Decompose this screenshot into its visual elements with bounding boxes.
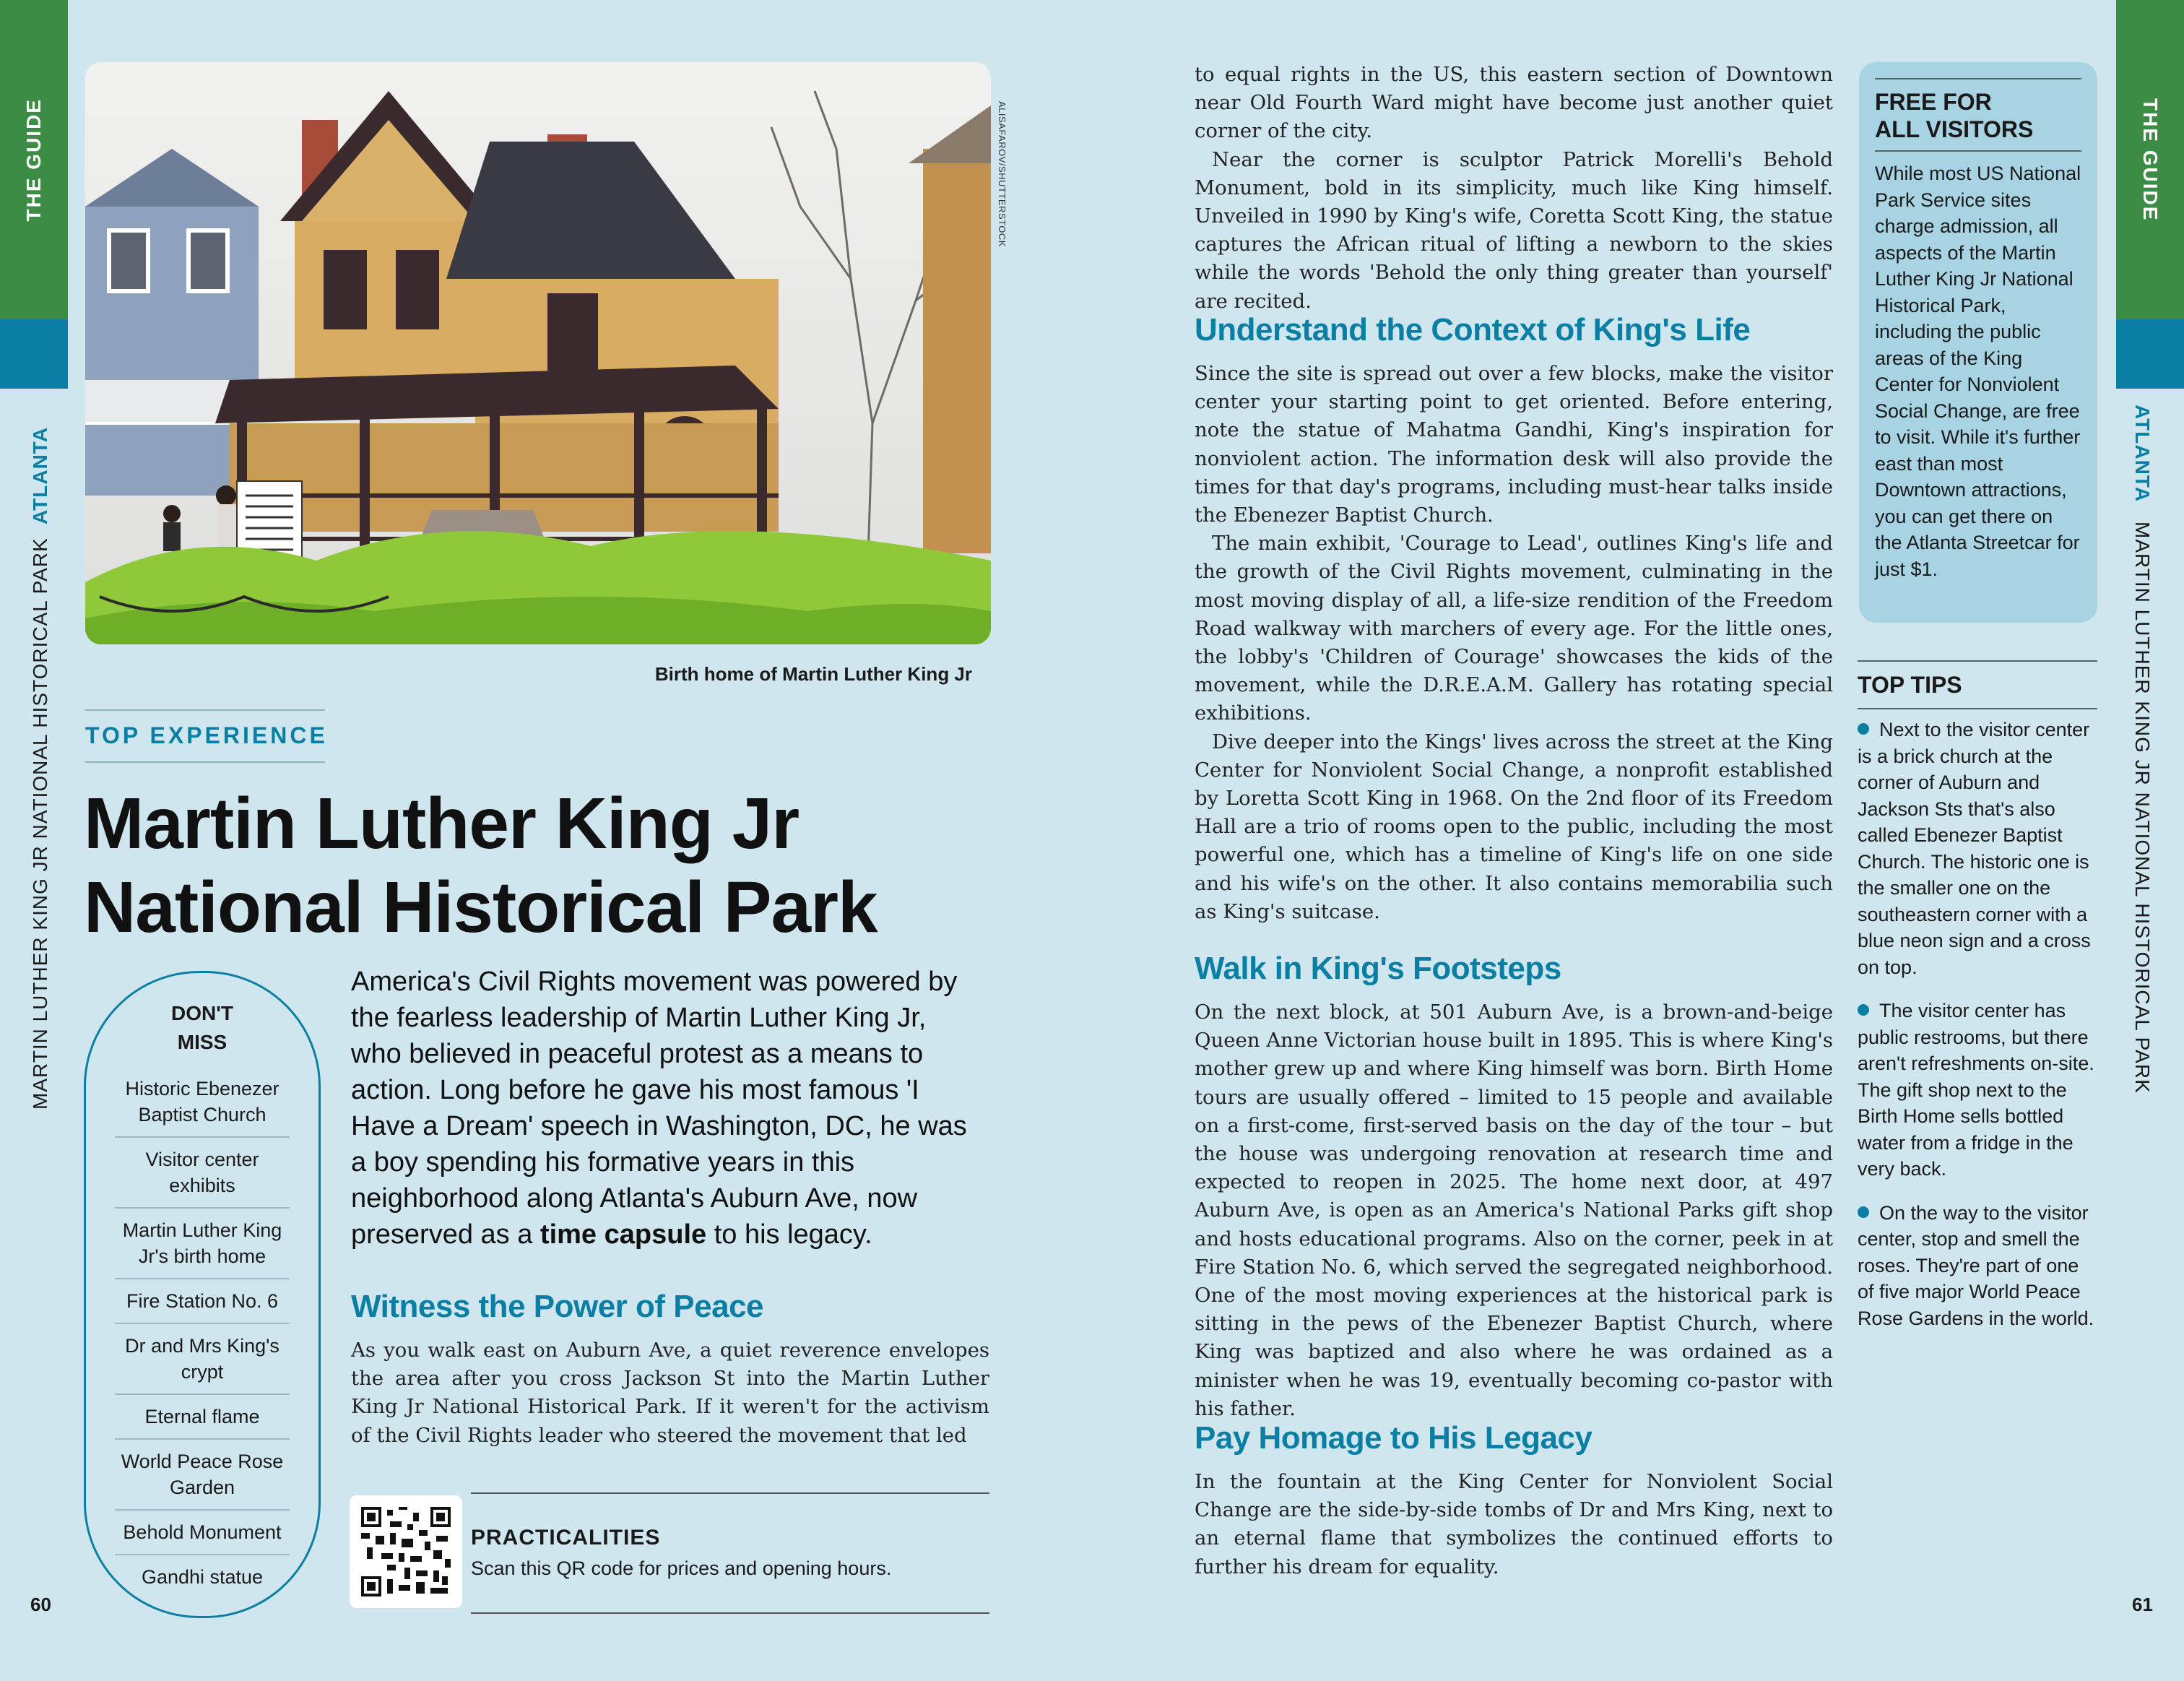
bullet-icon (1858, 1004, 1869, 1016)
left-running-header (29, 402, 52, 1110)
kicker-rule-top (85, 709, 325, 711)
dont-miss-item: World Peace Rose Garden (115, 1440, 290, 1511)
top-tip-item (1858, 998, 2097, 1183)
kicker: TOP EXPERIENCE (85, 722, 328, 748)
left-running-title: MARTIN LUTHER KING JR NATIONAL HISTORICAL PARK (29, 537, 51, 1110)
page-title-line-1: Martin Luther King Jr (84, 783, 800, 864)
left-guide-tab (0, 0, 68, 319)
left-running-city: ATLANTA (29, 427, 51, 525)
footsteps-body (1195, 998, 1833, 1423)
top-tip-item (1858, 717, 2097, 980)
col2-paragraph-1: to equal rights in the US, this eastern section of Downtown near Old Fourth Ward might have become just another quiet corner of the city. (1195, 63, 1833, 143)
free-box-text: While most US National Park Service sites charge admission, all aspects of the Martin Luther King Jr National Historical Park, including the public areas of the King Center for Nonviolent Social Change, are free to visit. While it's further east than most Downtown attractions, you can get there on the Atlanta Streetcar for just $1. (1875, 163, 2081, 580)
context-paragraph-2: The main exhibit, 'Courage to Lead', outlines King's life and the growth of the Civil Rights movement, culminating in the most moving display of all, a life-size rendition of the Freedom Road walkway with marchers of every age. For the little ones, the lobby's 'Children of Courage' showcases the kids of the movement, while the D.R.E.A.M. Gallery has rotating special exhibitions. (1195, 532, 1833, 725)
dont-miss-box (84, 971, 321, 1618)
dont-miss-item: Fire Station No. 6 (115, 1279, 290, 1324)
right-guide-tab-label: THE GUIDE (2139, 98, 2162, 222)
right-running-header (2131, 405, 2154, 1112)
tips-rule-top (1858, 660, 2097, 662)
left-accent-tab (0, 319, 68, 389)
heading-witness: Witness the Power of Peace (351, 1289, 764, 1324)
witness-paragraph: As you walk east on Auburn Ave, a quiet reverence envelopes the area after you cross Jackson St into the Martin Luther King Jr National Historical Park. If it weren't for the activism of the Civil Rights leader who steered the movement that led (351, 1339, 989, 1447)
dont-miss-item: Martin Luther King Jr's birth home (115, 1209, 290, 1279)
col2-intro (1195, 61, 1833, 316)
dont-miss-item: Eternal flame (115, 1395, 290, 1440)
legacy-body (1195, 1468, 1833, 1581)
dont-miss-item: Gandhi statue (141, 1566, 264, 1588)
free-visitors-box (1859, 62, 2097, 623)
heading-footsteps: Walk in King's Footsteps (1195, 951, 1561, 986)
free-box-title: FREE FOR ALL VISITORS (1875, 89, 2034, 142)
page-title-line-2: National Historical Park (84, 867, 878, 948)
birth-home-photo (85, 62, 991, 644)
intro-end: to his legacy. (706, 1219, 872, 1250)
heading-context: Understand the Context of King's Life (1195, 312, 1751, 347)
bullet-icon (1858, 1206, 1869, 1218)
top-tip-text: The visitor center has public restrooms, but there aren't refreshments on-site. The gift shop next to the Birth Home sells bottled water from a fridge in the very back. (1858, 1000, 2094, 1180)
dont-miss-item: Historic Ebenezer Baptist Church (115, 1067, 290, 1138)
context-body (1195, 360, 1833, 926)
page-number-right: 61 (2132, 1594, 2153, 1615)
witness-body (351, 1336, 989, 1450)
qr-code-icon (361, 1507, 451, 1596)
dont-miss-list (115, 1067, 290, 1599)
practicalities-text: Scan this QR code for prices and opening hours. (471, 1557, 892, 1579)
footsteps-paragraph: On the next block, at 501 Auburn Ave, is a brown-and-beige Queen Anne Victorian house built in 1895. This is where King's mother grew up and where King himself was born. Birth Home tours are usually offered – limited to 15 people and available on a first-come, first-served basis on the day of the tour – but the house was undergoing renovation at research time and expected to reopen in 2025. The home next door, at 497 Auburn Ave, is open as an America's National Parks gift shop and hosts educational programs. Also on the corner, peek in at Fire Station No. 6, which served the segregated neighborhood. One of the most moving experiences at the historical park is sitting in the pews of the Ebenezer Baptist Church, where King was baptized and also where he was ordained as a minister when he was 19, eventually becoming co-pastor with his father. (1195, 1001, 1833, 1420)
top-tip-text: On the way to the visitor center, stop and smell the roses. They're part of one of five major World Peace Rose Gardens in the world. (1858, 1201, 2094, 1329)
col2-paragraph-2: Near the corner is sculptor Patrick Morelli's Behold Monument, bold in its simplicity, much like King himself. Unveiled in 1990 by King's wife, Coretta Scott King, the statue captures the African ritual of lifting a newborn to the skies while the words 'Behold the only thing greater than yourself' are recited. (1195, 147, 1833, 313)
right-running-city: ATLANTA (2131, 405, 2154, 503)
top-tip-item (1858, 1200, 2097, 1332)
context-paragraph-3: Dive deeper into the Kings' lives across the street at the King Center for Nonviolent Social Change, a nonprofit established by Loretta Scott King in 1968. On the 2nd floor of its Freedom Hall are a trio of rooms open to the public, including the most powerful one, which has a timeline of King's life on one side and his wife's on the other. It also contains memorabilia such as King's suitcase. (1195, 730, 1833, 923)
legacy-paragraph: In the fountain at the King Center for Nonviolent Social Change are the side-by-side tombs of Dr and Mrs King, next to an eternal flame that symbolizes the continued efforts to further his dream for equality. (1195, 1470, 1833, 1578)
prac-rule-top (471, 1492, 989, 1494)
bullet-icon (1858, 723, 1869, 735)
page-title (84, 782, 994, 949)
intro-paragraph (351, 964, 972, 1253)
right-running-title: MARTIN LUTHER KING JR NATIONAL HISTORICAL PARK (2131, 521, 2154, 1094)
intro-text: America's Civil Rights movement was powered by the fearless leadership of Martin Luther King Jr, who believed in peaceful protest as a means to action. Long before he gave his most famous 'I Have a Dream' speech in Washington, DC, he was a boy spending his formative years in this neighborhood along Atlanta's Auburn Ave, now preserved as a (351, 967, 967, 1250)
kicker-rule-bottom (85, 761, 325, 763)
top-tips-title: TOP TIPS (1858, 672, 1962, 698)
page-number-left: 60 (30, 1594, 51, 1615)
top-tip-text: Next to the visitor center is a brick church at the corner of Auburn and Jackson Sts that's also called Ebenezer Baptist Church. The historic one is the smaller one on the southeastern corner with a blue neon sign and a cross on top. (1858, 719, 2091, 978)
photo-caption: Birth home of Martin Luther King Jr (654, 663, 972, 685)
dont-miss-title: DON'T MISS (171, 1002, 233, 1053)
dont-miss-item: Behold Monument (115, 1511, 290, 1555)
heading-legacy: Pay Homage to His Legacy (1195, 1420, 1592, 1456)
dont-miss-item: Visitor center exhibits (115, 1138, 290, 1209)
qr-code[interactable] (350, 1495, 462, 1608)
practicalities-title: PRACTICALITIES (471, 1526, 661, 1550)
right-guide-tab (2116, 0, 2184, 319)
context-paragraph-1: Since the site is spread out over a few blocks, make the visitor center your starting point to get oriented. Before entering, note the statue of Mahatma Gandhi, King's inspiration for nonviolent action. The information desk will also provide the times for that day's programs, including must-hear talks inside the Ebenezer Baptist Church. (1195, 362, 1833, 527)
photo-credit: ALISAFAROV/SHUTTERSTOCK (997, 101, 1008, 247)
top-tips-list (1858, 717, 2097, 1349)
left-guide-tab-label: THE GUIDE (22, 98, 45, 222)
intro-bold: time capsule (540, 1219, 707, 1250)
prac-rule-bottom (471, 1612, 989, 1614)
dont-miss-item: Dr and Mrs King's crypt (115, 1324, 290, 1395)
right-accent-tab (2116, 319, 2184, 389)
tips-rule-bottom (1858, 708, 2097, 709)
